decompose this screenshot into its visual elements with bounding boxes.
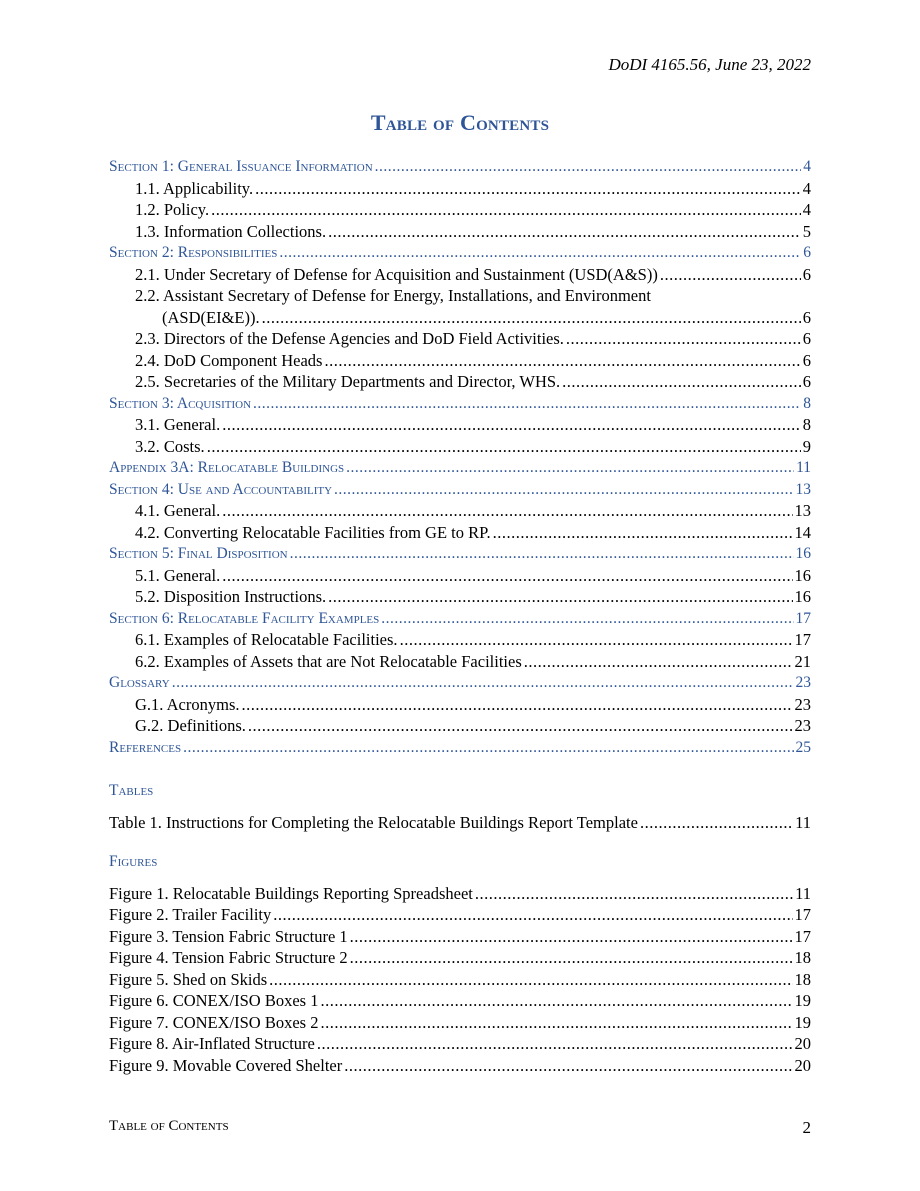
toc-section-link[interactable] [109,737,811,759]
entry-label: 5.1. General. [135,565,221,585]
dot-leader [242,694,793,716]
toc-subsection-link[interactable] [109,500,811,522]
figure-entry-link[interactable] [109,904,811,926]
dot-leader [400,629,793,651]
toc-subsection-link[interactable] [109,414,811,436]
toc-subsection-link[interactable] [109,328,811,350]
footer-section-name: Table of Contents [109,1118,229,1134]
dot-leader [269,969,792,991]
entry-label: Figure 5. Shed on Skids [109,969,268,989]
entry-label: Section 2: Responsibilities [109,244,278,261]
figure-entry-link[interactable] [109,969,811,991]
document-reference-header: DoDI 4165.56, June 23, 2022 [608,55,811,74]
dot-leader [350,926,793,948]
toc-subsection-link[interactable] [109,522,811,544]
toc-subsection-link[interactable] [109,694,811,716]
entry-page-number: 20 [794,1055,811,1075]
dot-leader [562,371,801,393]
dot-leader [381,608,793,630]
dot-leader [320,990,792,1012]
tables-heading: Tables [109,782,154,799]
entry-page-number: 19 [794,991,811,1010]
entry-page-number: 4 [802,178,811,198]
dot-leader [255,178,801,200]
entry-label: Glossary [109,674,170,691]
toc-subsection-link[interactable] [109,651,811,673]
entry-label: 1.1. Applicability. [135,178,254,198]
dot-leader [346,457,794,479]
entry-label: (ASD(EI&E)). [162,307,260,327]
entry-label: Figure 8. Air-Inflated Structure [109,1034,315,1053]
entry-label: 4.1. General. [135,501,221,520]
toc-subsection-continuation[interactable] [109,307,811,329]
entry-label: References [109,738,182,756]
entry-page-number: 6 [803,244,811,261]
entry-page-number: 13 [795,480,811,498]
toc-subsection-link[interactable] [109,285,811,307]
entry-label: G.2. Definitions. [135,716,246,735]
entry-label: Section 4: Use and Accountability [109,480,333,498]
dot-leader [207,436,801,458]
dot-leader [317,1033,793,1055]
dot-leader [222,414,801,436]
dot-leader [290,543,794,565]
entry-page-number: 23 [795,674,811,691]
toc-subsection-link[interactable] [109,436,811,458]
table-of-contents [109,156,811,1076]
entry-label: 1.2. Policy. [135,200,210,219]
entry-page-number: 18 [794,969,811,989]
dot-leader [320,1012,792,1034]
dot-leader [475,883,793,905]
entry-label: Figure 2. Trailer Facility [109,905,272,924]
entry-label: Figure 7. CONEX/ISO Boxes 2 [109,1012,319,1032]
dot-leader [344,1055,792,1077]
entry-label: 6.2. Examples of Assets that are Not Relocatable Facilities [135,651,522,671]
figure-entry-link[interactable] [109,883,811,905]
figure-entry-link[interactable] [109,926,811,948]
entry-page-number: 11 [795,883,811,903]
dot-leader [660,264,801,286]
entry-label: 5.2. Disposition Instructions. [135,587,327,606]
toc-entries [109,156,811,758]
dot-leader [375,156,802,178]
entry-page-number: 17 [794,926,811,946]
toc-subsection-link[interactable] [109,565,811,587]
entry-label: Figure 6. CONEX/ISO Boxes 1 [109,991,319,1010]
dot-leader [524,651,793,673]
entry-label: 1.3. Information Collections. [135,221,327,241]
toc-section-link[interactable] [109,156,811,178]
entry-page-number: 9 [802,436,811,456]
toc-section-link[interactable] [109,543,811,565]
entry-page-number: 23 [794,716,811,735]
dot-leader [211,199,801,221]
entry-page-number: 11 [795,812,811,832]
page-number: 2 [802,1118,811,1137]
toc-subsection-link[interactable] [109,350,811,372]
dot-leader [222,565,792,587]
entry-page-number: 23 [794,694,811,714]
figure-entry-link[interactable] [109,1055,811,1077]
dot-leader [248,715,793,737]
dot-leader [328,586,792,608]
entry-page-number: 17 [794,905,811,924]
entry-page-number: 4 [802,200,811,219]
entry-page-number: 13 [794,501,811,520]
toc-subsection-link[interactable] [109,221,811,243]
toc-section-link[interactable] [109,242,811,264]
figure-entry-link[interactable] [109,947,811,969]
entry-label: 2.1. Under Secretary of Defense for Acquisition and Sustainment (USD(A&S)) [135,264,658,284]
toc-subsection-link[interactable] [109,629,811,651]
entry-label: 3.2. Costs. [135,436,205,456]
toc-section-link[interactable] [109,479,811,501]
entry-page-number: 6 [802,307,811,327]
entry-page-number: 5 [802,221,811,241]
dot-leader [640,812,793,834]
figure-entry-link[interactable] [109,1012,811,1034]
entry-page-number: 8 [803,394,811,412]
entry-label: Figure 3. Tension Fabric Structure 1 [109,926,348,946]
entry-page-number: 21 [794,651,811,671]
toc-section-link[interactable] [109,393,811,415]
entry-page-number: 8 [802,415,811,434]
entry-page-number: 18 [794,948,811,967]
entry-page-number: 6 [802,329,811,348]
entry-page-number: 6 [802,372,811,391]
toc-subsection-link[interactable] [109,371,811,393]
entry-label: Figure 4. Tension Fabric Structure 2 [109,948,348,967]
figures-heading: Figures [109,853,158,870]
toc-subsection-link[interactable] [109,178,811,200]
entry-page-number: 17 [794,630,811,649]
entry-page-number: 16 [794,565,811,585]
dot-leader [324,350,800,372]
entry-label: 2.3. Directors of the Defense Agencies and DoD Field Activities. [135,329,564,348]
entry-label: 3.1. General. [135,415,221,434]
dot-leader [183,737,793,759]
entry-label: 2.5. Secretaries of the Military Departments and Director, WHS. [135,372,561,391]
dot-leader [253,393,801,415]
entry-page-number: 14 [794,522,811,542]
entry-label: 4.2. Converting Relocatable Facilities from GE to RP. [135,522,491,542]
entry-label: Section 1: General Issuance Information [109,158,373,175]
entry-label: 2.4. DoD Component Heads [135,350,323,370]
toc-subsection-link[interactable] [109,199,811,221]
dot-leader [262,307,801,329]
toc-section-link[interactable] [109,608,811,630]
dot-leader [334,479,793,501]
entry-label: 2.2. Assistant Secretary of Defense for Energy, Installations, and Environment [135,286,651,305]
figure-entry-link[interactable] [109,1033,811,1055]
entry-label: 6.1. Examples of Relocatable Facilities. [135,630,398,649]
entry-page-number: 20 [794,1034,811,1053]
entry-page-number: 16 [795,545,811,562]
entry-page-number: 11 [796,459,811,476]
entry-label: Appendix 3A: Relocatable Buildings [109,459,345,476]
figures-list [109,883,811,1077]
entry-page-number: 6 [802,350,811,370]
entry-page-number: 25 [795,738,811,756]
dot-leader [273,904,792,926]
entry-label: Figure 1. Relocatable Buildings Reporting Spreadsheet [109,883,473,903]
entry-page-number: 4 [803,158,811,175]
toc-section-link[interactable] [109,672,811,694]
entry-label: Figure 9. Movable Covered Shelter [109,1055,343,1075]
entry-page-number: 16 [794,587,811,606]
dot-leader [328,221,801,243]
table-entry-link[interactable] [109,812,811,834]
tables-list [109,812,811,834]
dot-leader [350,947,793,969]
dot-leader [172,672,794,694]
figure-entry-link[interactable] [109,990,811,1012]
dot-leader [493,522,793,544]
entry-label: Section 6: Relocatable Facility Examples [109,609,380,627]
dot-leader [279,242,801,264]
entry-label: Section 5: Final Disposition [109,545,288,562]
entry-label: Table 1. Instructions for Completing the Relocatable Buildings Report Template [109,812,638,832]
toc-section-link[interactable] [109,457,811,479]
entry-page-number: 6 [802,264,811,284]
entry-label: Section 3: Acquisition [109,394,252,412]
page-title: Table of Contents [370,110,550,135]
entry-page-number: 17 [795,609,811,627]
entry-label: G.1. Acronyms. [135,694,240,714]
entry-page-number: 19 [794,1012,811,1032]
dot-leader [222,500,792,522]
toc-subsection-link[interactable] [109,715,811,737]
toc-subsection-link[interactable] [109,586,811,608]
dot-leader [566,328,801,350]
toc-subsection-link[interactable] [109,264,811,286]
